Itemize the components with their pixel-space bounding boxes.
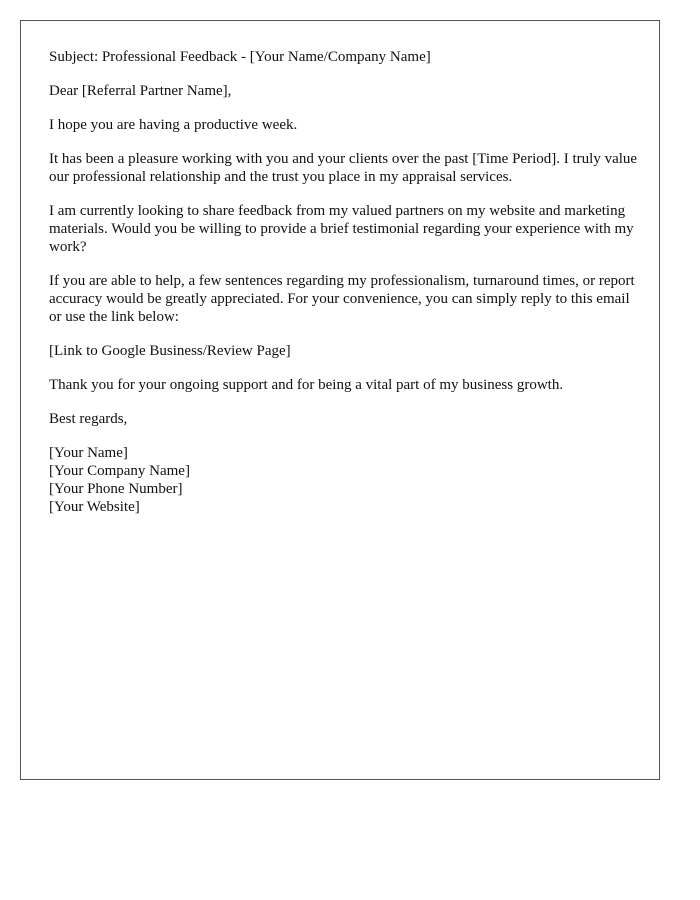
letter-body xyxy=(49,48,639,532)
signature-block xyxy=(49,444,639,516)
review-link-placeholder: [Link to Google Business/Review Page] xyxy=(49,343,291,359)
paragraph-opening: I hope you are having a productive week. xyxy=(49,117,298,133)
paragraph-relationship: It has been a pleasure working with you and your clients over the past [Time Period]. I truly value our professional relationship and the trust you place in my appraisal services. xyxy=(49,151,638,185)
subject-line: Subject: Professional Feedback - [Your Name/Company Name] xyxy=(49,49,431,65)
signature-name: [Your Name] xyxy=(49,445,128,461)
signature-phone: [Your Phone Number] xyxy=(49,481,183,497)
paragraph-request: I am currently looking to share feedback from my valued partners on my website and marketing materials. Would you be willing to provide a brief testimonial regarding your experience with my work? xyxy=(49,203,634,255)
signature-company: [Your Company Name] xyxy=(49,463,190,479)
closing: Best regards, xyxy=(49,411,128,427)
paragraph-details: If you are able to help, a few sentences regarding my professionalism, turnaround times, or report accuracy would be greatly appreciated. For your convenience, you can simply reply to this email or use the link below: xyxy=(49,273,635,325)
greeting: Dear [Referral Partner Name], xyxy=(49,83,232,99)
letter-page xyxy=(20,20,660,780)
paragraph-thanks: Thank you for your ongoing support and for being a vital part of my business growth. xyxy=(49,377,564,393)
signature-website: [Your Website] xyxy=(49,499,140,515)
